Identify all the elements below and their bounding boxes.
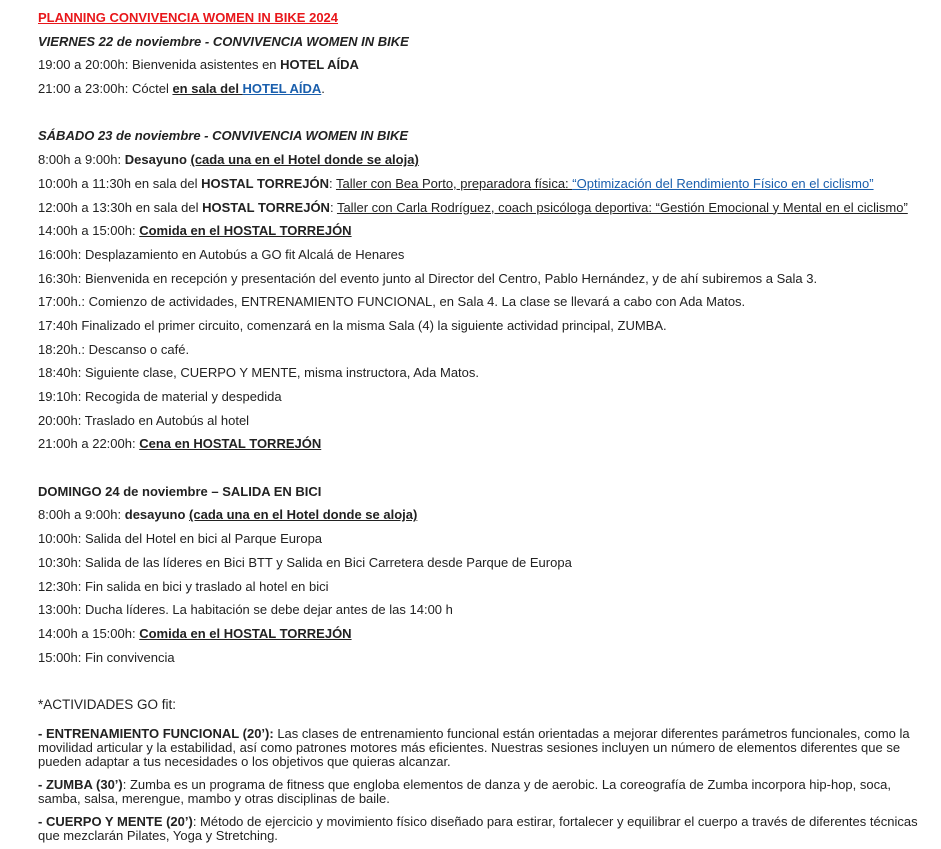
activity-description: - ZUMBA (30’): Zumba es un programa de fitness que engloba elementos de danza y de aerobic. La coreografía de Zumba incorpora hip-hop, soca, samba, salsa, merengue, mambo y otras disciplinas de baile. [38, 776, 891, 806]
sunday-heading: DOMINGO 24 de noviembre – SALIDA EN BICI [38, 483, 322, 499]
schedule-item: 18:20h.: Descanso o café. [38, 341, 190, 357]
schedule-item: 19:10h: Recogida de material y despedida [38, 389, 282, 404]
schedule-item: 13:00h: Ducha líderes. La habitación se debe dejar antes de las 14:00 h [38, 602, 453, 618]
schedule-item: 10:30h: Salida de las líderes en Bici BTT y Salida en Bici Carretera desde Parque de Europa [38, 554, 572, 570]
schedule-item: 16:30h: Bienvenida en recepción y presentación del evento junto al Director del Centro, Pablo Hernández, y de ahí subiremos a Sala 3. [38, 270, 818, 286]
schedule-item: 14:00h a 15:00h: Comida en el HOSTAL TORREJÓN [38, 223, 352, 239]
schedule-item: 14:00h a 15:00h: Comida en el HOSTAL TORREJÓN [38, 625, 352, 641]
schedule-item: 20:00h: Traslado en Autobús al hotel [38, 412, 250, 428]
schedule-item: 17:00h.: Comienzo de actividades, ENTRENAMIENTO FUNCIONAL, en Sala 4. La clase se llevará a cabo con Ada Matos. [38, 294, 746, 310]
schedule-item: 12:00h a 13:30h en sala del HOSTAL TORREJÓN: Taller con Carla Rodríguez, coach psicóloga deportiva: “Gestión Emocional y Mental en el ciclismo” [38, 199, 908, 215]
saturday-heading: SÁBADO 23 de noviembre - CONVIVENCIA WOMEN IN BIKE [38, 128, 409, 144]
hotel-aida-link[interactable]: HOTEL AÍDA [242, 81, 322, 97]
workshop-link-rendimiento[interactable]: “Optimización del Rendimiento Físico en el ciclismo” [572, 175, 874, 191]
schedule-item: 19:00 a 20:00h: Bienvenida asistentes en HOTEL AÍDA [38, 57, 359, 73]
schedule-item: 21:00h a 22:00h: Cena en HOSTAL TORREJÓN [38, 436, 322, 452]
friday-heading: VIERNES 22 de noviembre - CONVIVENCIA WOMEN IN BIKE [38, 33, 409, 49]
schedule-item: 8:00h a 9:00h: Desayuno (cada una en el Hotel donde se aloja) [38, 152, 419, 168]
schedule-item: 21:00 a 23:00h: Cóctel en sala del HOTEL AÍDA. [38, 81, 325, 97]
activities-heading: *ACTIVIDADES GO fit: [38, 696, 177, 712]
schedule-item: 15:00h: Fin convivencia [38, 649, 175, 665]
schedule-item: 18:40h: Siguiente clase, CUERPO Y MENTE, misma instructora, Ada Matos. [38, 365, 479, 381]
activity-description: - CUERPO Y MENTE (20’): Método de ejercicio y movimiento físico diseñado para estirar, fortalecer y equilibrar el cuerpo a través de diferentes técnicas que mezclarán Pilates, Yoga y Stretching. [38, 813, 918, 843]
schedule-item: 16:00h: Desplazamiento en Autobús a GO fit Alcalá de Henares [38, 246, 405, 262]
schedule-item: 17:40h Finalizado el primer circuito, comenzará en la misma Sala (4) la siguiente actividad principal, ZUMBA. [38, 317, 667, 333]
schedule-item: 8:00h a 9:00h: desayuno (cada una en el Hotel donde se aloja) [38, 507, 418, 523]
schedule-item: 10:00h a 11:30h en sala del HOSTAL TORREJÓN: Taller con Bea Porto, preparadora física: “Optimización del Rendimiento Físico en el ciclismo” [38, 175, 874, 191]
title-text: PLANNING CONVIVENCIA WOMEN IN BIKE 2024 [38, 10, 339, 25]
document-title [38, 6, 933, 30]
schedule-item: 12:30h: Fin salida en bici y traslado al hotel en bici [38, 578, 329, 594]
activity-description: - ENTRENAMIENTO FUNCIONAL (20’): Las clases de entrenamiento funcional están orientadas a mejorar diferentes parámetros funcionales, como la movilidad articular y la estabilidad, así como patrones motores más eficientes. Nuestras sesiones incluyen un número de elementos diferentes que se pueden adaptar a tus necesidades o los objetivos que quieras alcanzar. [38, 725, 910, 769]
schedule-item: 10:00h: Salida del Hotel en bici al Parque Europa [38, 531, 323, 547]
